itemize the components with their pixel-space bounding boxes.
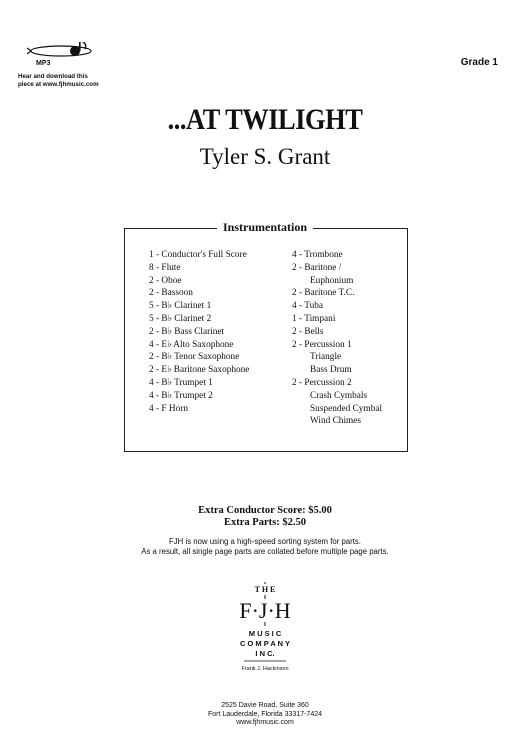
instrument-item: 4 - E♭ Alto Saxophone xyxy=(149,339,234,350)
instrument-label: 2 - Baritone T.C. xyxy=(292,288,355,299)
instrument-item: 5 - B♭ Clarinet 2 xyxy=(149,313,212,324)
instrument-item: 5 - B♭ Clarinet 1 xyxy=(149,301,212,312)
sorting-note-line: FJH is now using a high-speed sorting system for parts. xyxy=(169,537,361,546)
instrument-item: 4 - B♭ Trumpet 1 xyxy=(149,377,213,388)
instrument-label: 2 - Bells xyxy=(292,326,324,337)
instrument-item: 8 - Flute xyxy=(149,262,181,273)
logo-company: C O M P A N Y xyxy=(239,639,291,648)
logo-founder: Frank J. Hackinson xyxy=(241,666,289,672)
mp3-download-note xyxy=(18,73,108,89)
instrument-sub-label: Crash Cymbals xyxy=(310,390,368,401)
mp3-note-line: Hear and download this xyxy=(18,73,88,80)
extra-parts-price: Extra Parts: $2.50 xyxy=(224,517,306,528)
instrument-item: 2 - Oboe xyxy=(149,275,182,286)
instrument-label: 4 - Trombone xyxy=(292,250,343,260)
instrument-item: 1 - Conductor's Full Score xyxy=(149,250,247,260)
instrument-item xyxy=(292,313,382,326)
instrumentation-heading-text: Instrumentation xyxy=(217,220,313,234)
instrumentation-heading xyxy=(0,220,530,235)
instrument-item: 2 - B♭ Bass Clarinet xyxy=(149,326,225,337)
instrument-label: 2 - Percussion 2 xyxy=(292,377,352,388)
grade-label: Grade 1 xyxy=(460,57,498,68)
logo-music: M U S I C xyxy=(248,629,282,638)
address-line: Fort Lauderdale, Florida 33317-7424 xyxy=(207,710,323,718)
instrument-item xyxy=(292,287,382,300)
instrument-item xyxy=(292,262,382,288)
instrument-item xyxy=(292,377,382,428)
conductor-score-price: Extra Conductor Score: $5.00 xyxy=(198,505,332,516)
logo-fjh: F·J·H xyxy=(239,598,291,623)
instrument-item xyxy=(292,249,382,262)
pricing-block xyxy=(0,505,530,529)
instrument-item: 4 - F Horn xyxy=(149,403,188,414)
composer-name: Tyler S. Grant xyxy=(199,144,331,169)
instrument-label: 4 - Tuba xyxy=(292,301,324,312)
instrument-label: 2 - Baritone / xyxy=(292,262,342,273)
mp3-note-line: piece at www.fjhmusic.com xyxy=(18,81,99,88)
website-link[interactable]: www.fjhmusic.com xyxy=(236,719,294,726)
logo-inc: I N C. xyxy=(255,649,275,658)
instrument-sub-label: Bass Drum xyxy=(310,365,352,376)
instrument-label: 1 - Timpani xyxy=(292,313,336,324)
instrument-item xyxy=(292,300,382,313)
mp3-label: MP3 xyxy=(36,60,51,67)
instrument-sub-label: Wind Chimes xyxy=(310,416,362,427)
address-line: 2525 Davie Road, Suite 360 xyxy=(221,702,309,709)
mp3-logo-icon xyxy=(27,42,97,72)
instrument-sub-label: Suspended Cymbal xyxy=(310,403,383,414)
instrument-label: 2 - Percussion 1 xyxy=(292,339,352,350)
sorting-note xyxy=(0,537,530,557)
instrument-item: 4 - B♭ Trumpet 2 xyxy=(149,390,213,401)
sorting-note-line: As a result, all single page parts are collated before multiple page parts. xyxy=(141,547,389,556)
logo-the: T H E xyxy=(254,585,276,594)
instrument-item: 2 - Bassoon xyxy=(149,288,193,299)
instrumentation-left-column xyxy=(149,249,249,415)
publisher-address xyxy=(0,702,530,728)
instrument-sub-label: Triangle xyxy=(310,352,342,363)
instrument-sub-label: Euphonium xyxy=(310,275,354,286)
instrument-item: 2 - E♭ Baritone Saxophone xyxy=(149,365,250,376)
piece-title: ...AT TWILIGHT xyxy=(167,103,363,136)
instrumentation-right-column xyxy=(292,249,382,428)
fjh-publisher-logo xyxy=(236,582,294,692)
instrument-item: 2 - B♭ Tenor Saxophone xyxy=(149,352,240,363)
instrument-item xyxy=(292,326,382,339)
instrument-item xyxy=(292,339,382,377)
